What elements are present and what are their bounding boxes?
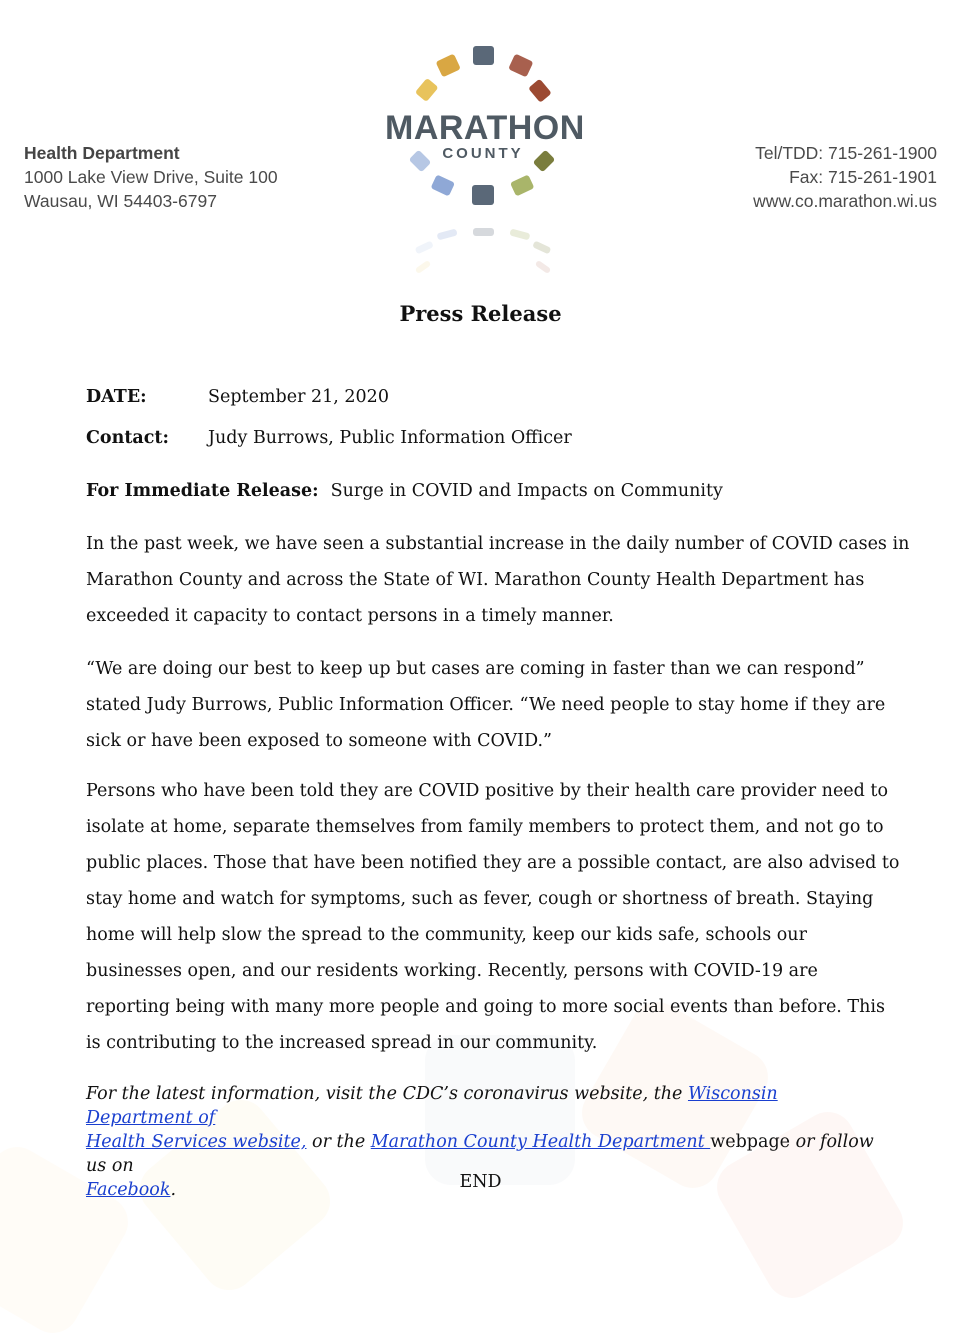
- footer-text: webpage: [710, 1132, 790, 1152]
- paragraph-1: [86, 526, 910, 634]
- logo-text-marathon: MARATHON: [385, 109, 585, 147]
- address-line-1: 1000 Lake View Drive, Suite 100: [24, 167, 278, 187]
- paragraph-line: public places. Those that have been notified they are a possible contact, are also advised to: [86, 853, 900, 873]
- footer-text: or the: [306, 1132, 371, 1152]
- page-title: Press Release: [399, 301, 562, 326]
- date-value: September 21, 2020: [208, 387, 389, 407]
- paragraph-line: stated Judy Burrows, Public Information Officer. “We need people to stay home if they are: [86, 695, 886, 715]
- footer-text: For the latest information, visit the CDC’s coronavirus website, the: [86, 1084, 688, 1104]
- paragraph-line: sick or have been exposed to someone with COVID.”: [86, 731, 552, 751]
- fax-number: Fax: 715-261-1901: [789, 167, 937, 187]
- paragraph-line: isolate at home, separate themselves from family members to protect them, and not go to: [86, 817, 884, 837]
- release-headline: Surge in COVID and Impacts on Community: [330, 481, 723, 501]
- release-row: [86, 479, 723, 503]
- contact-value: Judy Burrows, Public Information Officer: [208, 428, 572, 448]
- paragraph-line: stay home and watch for symptoms, such as fever, cough or shortness of breath. Staying: [86, 889, 874, 909]
- marathon-county-logo: [385, 38, 585, 288]
- facebook-link[interactable]: Facebook: [86, 1180, 171, 1200]
- wi-dhs-link-text-1: Wisconsin Department of: [86, 1084, 778, 1128]
- paragraph-line: is contributing to the increased spread in our community.: [86, 1033, 598, 1053]
- paragraph-line: “We are doing our best to keep up but cases are coming in faster than we can respond”: [86, 659, 865, 679]
- marathon-health-link[interactable]: Marathon County Health Department: [370, 1132, 711, 1152]
- footer-text: or follow us on: [86, 1132, 874, 1176]
- department-name: Health Department: [24, 143, 180, 163]
- paragraph-line: In the past week, we have seen a substantial increase in the daily number of COVID cases in: [86, 534, 910, 554]
- paragraph-line: exceeded it capacity to contact persons in a timely manner.: [86, 606, 614, 626]
- logo-text-county: COUNTY: [442, 145, 524, 162]
- address-line-2: Wausau, WI 54403-6797: [24, 191, 217, 211]
- release-label: For Immediate Release:: [86, 481, 319, 501]
- end-marker: END: [459, 1172, 502, 1192]
- date-label: DATE:: [86, 387, 147, 407]
- contact-label: Contact:: [86, 428, 169, 448]
- contact-row: [86, 426, 572, 450]
- logo-wordmark: [385, 109, 585, 162]
- paragraph-line: businesses open, and our residents working. Recently, persons with COVID-19 are: [86, 961, 818, 981]
- contact-info: [637, 141, 937, 213]
- paragraph-3: [86, 773, 900, 1061]
- date-row: [86, 385, 389, 409]
- paragraph-line: Persons who have been told they are COVID positive by their health care provider need to: [86, 781, 889, 801]
- paragraph-2: [86, 651, 886, 759]
- paragraph-line: home will help slow the spread to the community, keep our kids safe, schools our: [86, 925, 807, 945]
- department-address: [24, 141, 324, 213]
- paragraph-line: Marathon County and across the State of WI. Marathon County Health Department has: [86, 570, 865, 590]
- paragraph-line: reporting being with many more people and going to more social events than before. This: [86, 997, 885, 1017]
- logo-squares-icon: [385, 38, 585, 288]
- website: www.co.marathon.wi.us: [753, 191, 937, 211]
- wi-dhs-link-text-2: Health Services website,: [86, 1132, 307, 1152]
- tel-number: Tel/TDD: 715-261-1900: [755, 143, 937, 163]
- footer-text: .: [170, 1180, 177, 1200]
